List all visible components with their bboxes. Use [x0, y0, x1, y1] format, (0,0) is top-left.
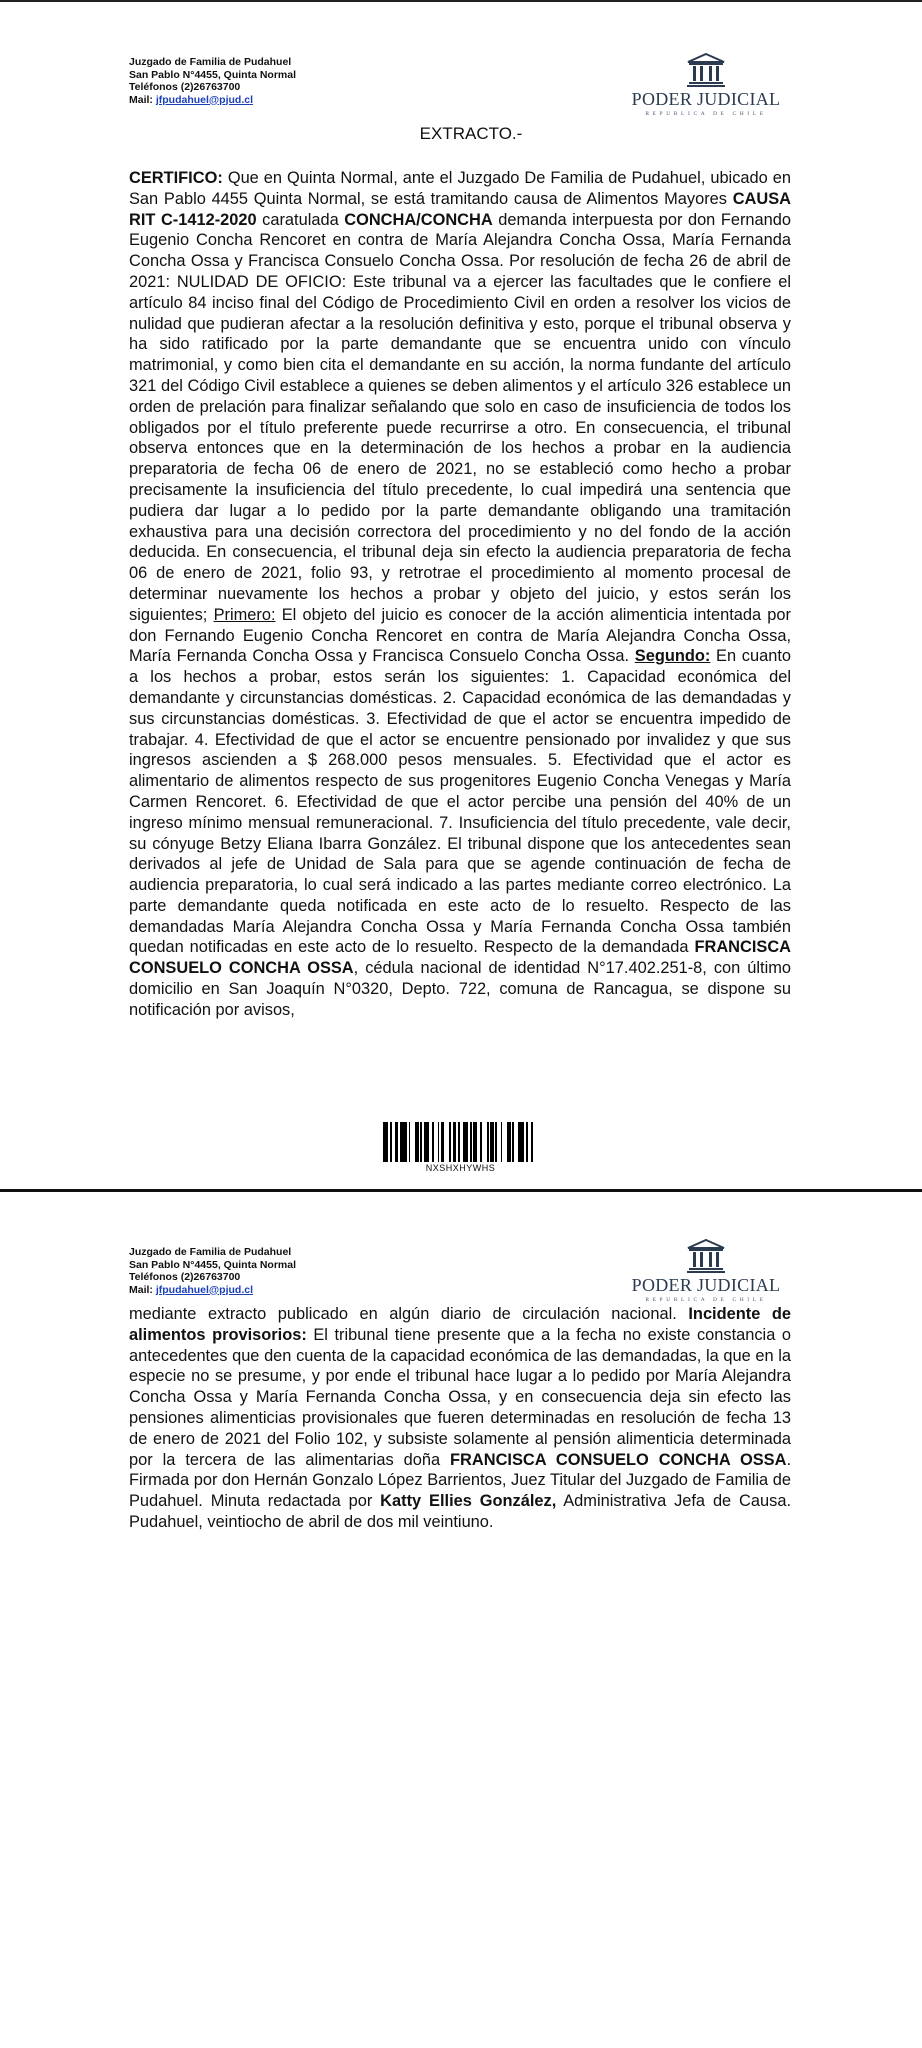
poder-judicial-logo [626, 52, 786, 117]
top-border [0, 0, 922, 2]
court-address: San Pablo N°4455, Quinta Normal [129, 68, 296, 81]
extract-body-page2 [129, 1304, 791, 1533]
segundo-label: Segundo: [634, 647, 711, 666]
text-span: mediante extracto publicado en algún diario de circulación nacional. [129, 1305, 689, 1323]
barcode-bar [400, 1122, 407, 1162]
text-span: El tribunal tiene presente que a la fecha no existe constancia o antecedentes que den cuenta de la capacidad económica de las demandadas, la que en la especie no se presume, y por ende el tribunal hace lugar a lo pedido por María Alejandra Concha Ossa y María Fernanda Concha Ossa, y en consecuencia deja sin efecto las pensiones alimenticias provisionales que fueren determinadas en resolución de fecha 13 de enero de 2021 del Folio 102, y subsiste solamente al pensión alimenticia determinada por la tercera de las alimentarias doña [129, 1325, 791, 1469]
author-name: Katty Ellies González, [380, 1492, 557, 1511]
poder-judicial-logo-page2 [626, 1238, 786, 1303]
page-divider [0, 1189, 922, 1192]
paragraph-certifico [129, 168, 791, 1021]
incidente-label: Incidente de alimentos provisorios: [129, 1305, 791, 1344]
logo-name: PODER JUDICIAL [631, 1275, 781, 1295]
courthouse-icon [686, 52, 726, 88]
barcode-bar [533, 1122, 538, 1162]
text-span: En cuanto a los hechos a probar, estos serán los siguientes: 1. Capacidad económica del demandante y circunstancias domésticas. 2. Capacidad económica de las demandadas y sus circunstancias domésticas. 3. Efectividad de que el actor se encuentra impedido de trabajar. 4. Efectividad de que el actor se encuentre pensionado por invalidez y que sus ingresos ascienden a $ 268.000 pesos mensuales. 5. Efectividad que el actor es alimentario de alimentos respecto de sus progenitores Eugenio Concha Venegas y María Carmen Rencoret. 6. Efectividad de que el actor percibe una pensión del 40% de un ingreso mínimo mensual remuneracional. 7. Insuficiencia del título precedente, vale decir, su cónyuge Betzy Eliana Ibarra González. El tribunal dispone que los antecedentes sean derivados al jefe de Unidad de Sala para que se agende continuación de fecha de audiencia preparatoria, lo cual será indicado a las partes mediante correo electrónico. La parte demandante queda notificada en este acto de lo resuelto. Respecto de las demandadas María Alejandra Concha Ossa y María Fernanda Concha Ossa también quedan notificadas en este acto de lo resuelto. Respecto de la demandada [129, 647, 792, 957]
page-title: EXTRACTO.- [419, 124, 523, 143]
barcode-bar [518, 1122, 525, 1162]
court-name: Juzgado de Familia de Pudahuel [129, 56, 292, 68]
primero-label: Primero: [213, 605, 276, 624]
court-header [129, 56, 296, 106]
caratula: CONCHA/CONCHA [344, 210, 493, 229]
document-barcode [383, 1122, 538, 1174]
text-span: El objeto del juicio es conocer de la acción alimenticia intentada por don Fernando Eugenio Concha Rencoret en contra de María Alejandra Concha Ossa, María Fernanda Concha Ossa y Francisca Consuelo Concha Ossa. [129, 605, 791, 666]
defendant-name: FRANCISCA CONSUELO CONCHA OSSA [129, 938, 791, 978]
mail-label: Mail: [129, 1283, 153, 1296]
courthouse-icon [686, 1238, 726, 1274]
text-span: . Firmada por don Hernán Gonzalo López Barrientos, Juez Titular del Juzgado de Familia de Pudahuel. Minuta redactada por [129, 1450, 791, 1511]
logo-name: PODER JUDICIAL [631, 89, 781, 109]
mail-link[interactable]: jfpudahuel@pjud.cl [155, 93, 253, 106]
certifico-label: CERTIFICO: [129, 169, 223, 187]
text-span: Que en Quinta Normal, ante el Juzgado De Familia de Pudahuel, ubicado en San Pablo 4455 Quinta Normal, se está tramitando causa de Alimentos Mayores [129, 169, 791, 208]
defendant-name: FRANCISCA CONSUELO CONCHA OSSA [450, 1450, 787, 1469]
court-mail-line [129, 1284, 296, 1297]
text-span: Administrativa Jefa de Causa. Pudahuel, veintiocho de abril de dos mil veintiuno. [129, 1492, 791, 1531]
text-span: caratulada [256, 210, 345, 229]
mail-link[interactable]: jfpudahuel@pjud.cl [155, 1283, 253, 1296]
barcode-bars [383, 1122, 538, 1162]
court-phone: Teléfonos (2)26763700 [129, 81, 241, 93]
mail-label: Mail: [129, 93, 153, 106]
logo-subtitle: REPUBLICA DE CHILE [645, 111, 767, 117]
text-span: demanda interpuesta por don Fernando Eugenio Concha Rencoret en contra de María Alejandra Concha Ossa, María Fernanda Concha Ossa y Francisca Consuelo Concha Ossa. Por resolución de fecha 26 de abril de 2021: NULIDAD DE OFICIO: Este tribunal va a ejercer las facultades que le confiere el artículo 84 inciso final del Código de Procedimiento Civil en orden a resolver los vicios de nulidad que pudieran afectar a la resolución definitiva y esto, porque el tribunal observa y ha sido ratificado por la parte demandante que se encuentra unido con vínculo matrimonial, y como bien cita el demandante en su acción, la norma fundante del artículo 321 del Código Civil establece a quienes se deben alimentos y el artículo 326 establece un orden de prelación para finalizar señalando que solo en caso de insuficiencia de todos los obligados por el título preferente puede recurrirse a otro. En consecuencia, el tribunal observa entonces que en la determinación de los hechos a probar en la audiencia preparatoria de fecha 06 de enero de 2021, no se estableció como hecho a probar precisamente la insuficiencia del título precedente, lo cual impedirá una sentencia que pudiera dar lugar a lo pedido por la parte demandante obligando una tramitación exhaustiva para una decisión correctora del procedimiento y no del fondo de la acción deducida. En consecuencia, el tribunal deja sin efecto la audiencia preparatoria de fecha 06 de enero de 2021, folio 93, y retrotrae el procedimiento al momento procesal de determinar nuevamente los hechos a probar y objeto del juicio, y estos serán los siguientes; [129, 210, 791, 624]
extract-body-page1 [129, 168, 791, 1021]
court-mail-line [129, 94, 296, 107]
paragraph-continuation [129, 1304, 791, 1533]
court-phone: Teléfonos (2)26763700 [129, 1271, 241, 1283]
court-address: San Pablo N°4455, Quinta Normal [129, 1258, 296, 1271]
barcode-code: NXSHXHYWHS [425, 1163, 496, 1173]
text-span: , cédula nacional de identidad N°17.402.251-8, con último domicilio en San Joaquín N°0320, Depto. 722, comuna de Rancagua, se dispone su notificación por avisos, [129, 959, 791, 1019]
causa-rit: CAUSA RIT C-1412-2020 [129, 189, 791, 229]
court-header-page2 [129, 1246, 296, 1296]
logo-subtitle: REPUBLICA DE CHILE [645, 1297, 767, 1303]
court-name: Juzgado de Familia de Pudahuel [129, 1246, 292, 1258]
